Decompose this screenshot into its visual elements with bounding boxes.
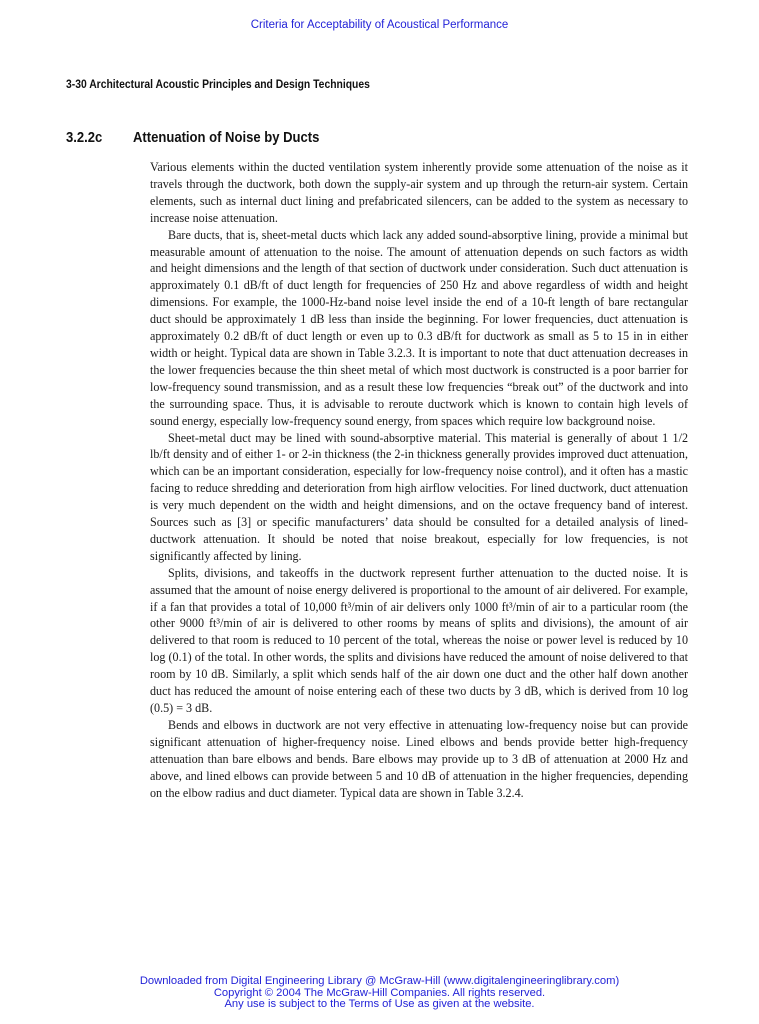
paragraph: Splits, divisions, and takeoffs in the ductwork represent further attenuation to the ducted noise. It is assumed that the amount of noise energy delivered is proportional to the amount of air delivered. For example, if a fan that provides a total of 10,000 ft³/min of air delivers only 1000 ft³/min of air to a particular room (the other 9000 ft³/min of air is delivered to other rooms by means of splits and divisions), the amount of air delivered to that room is reduced to 10 percent of the total, whereas the noise or power level is reduced by 10 log (0.1) of the total. In other words, the splits and divisions have reduced the amount of noise delivered to that room by 10 dB. Similarly, a split which sends half of the air down one duct and the other half down another duct has reduced the amount of noise entering each of these two ducts by 3 dB, which is derived from 10 log (0.5) = 3 dB. bbox=[150, 565, 688, 715]
section-title: Attenuation of Noise by Ducts bbox=[133, 130, 320, 146]
footer-copyright: Copyright © 2004 The McGraw-Hill Companies. All rights reserved. bbox=[213, 986, 546, 999]
paragraph: Bends and elbows in ductwork are not very effective in attenuating low-frequency noise but can provide significant attenuation of higher-frequency noise. Lined elbows and bends provide better high-frequency attenuation than bare elbows and bends. Bare elbows may provide up to 3 dB of attenuation at 2000 Hz and above, and lined elbows can provide between 5 and 10 dB of attenuation in the higher frequencies, depending on the elbow radius and duct diameter. Typical data are shown in Table 3.2.4. bbox=[150, 717, 688, 800]
paragraph: Various elements within the ducted ventilation system inherently provide some attenuation of the noise as it travels through the ductwork, both down the supply-air system and up through the return-air system. Certain elements, such as internal duct lining and prefabricated silencers, can be added to the system as necessary to increase noise attenuation. bbox=[150, 160, 688, 225]
header-link[interactable]: Criteria for Acceptability of Acoustical Performance bbox=[250, 19, 509, 31]
footer-download-link[interactable]: Downloaded from Digital Engineering Library @ McGraw-Hill (www.digitalengineeringlibrary.com) bbox=[139, 975, 620, 987]
paragraph: Bare ducts, that is, sheet-metal ducts which lack any added sound-absorptive lining, provide a minimal but measurable amount of attenuation to the noise. The amount of attenuation depends on such factors as width and height dimensions and the length of that section of ductwork under consideration. Such duct attenuation is approximately 0.1 dB/ft of duct length for frequencies of 250 Hz and above regardless of width and height dimensions. For example, the 1000-Hz-band noise level inside the end of a 10-ft length of bare rectangular duct should be approximately 1 dB less than inside the beginning. For lower frequencies, duct attenuation is approximately 0.2 dB/ft of duct length or even up to 0.3 dB/ft for ductwork as small as 5 to 15 in in either width or height. Typical data are shown in Table 3.2.3. It is important to note that duct attenuation decreases in the lower frequencies because the thin sheet metal of which most ductwork is constructed is a poor barrier for low-frequency sound transmission, and as a result these low frequencies “break out” of the ductwork and into the surrounding space. Thus, it is advisable to reroute ductwork which is known to contain high levels of sound energy, especially low-frequency sound energy, from spaces which require low background noise. bbox=[150, 227, 688, 428]
body-text bbox=[150, 159, 688, 801]
section-number: 3.2.2c bbox=[66, 130, 103, 146]
running-head: 3-30 Architectural Acoustic Principles and Design Techniques bbox=[66, 79, 370, 91]
paragraph: Sheet-metal duct may be lined with sound-absorptive material. This material is generally of about 1 1/2 lb/ft density and of either 1- or 2-in thickness (the 2-in thickness generally provides improved duct attenuation, which can be an important consideration, especially for low-frequency noise control), and it often has a mastic facing to reduce shredding and deterioration from high airflow velocities. For lined ductwork, duct attenuation is very much dependent on the width and height dimensions, and on the octave frequency band of interest. Sources such as [3] or specific manufacturers’ data should be consulted for a detailed analysis of lined-ductwork attenuation. It should be noted that noise breakout, especially for low frequencies, is not significantly affected by lining. bbox=[150, 430, 688, 563]
footer-terms-link[interactable]: Any use is subject to the Terms of Use as given at the website. bbox=[224, 998, 535, 1010]
footer bbox=[0, 976, 759, 1011]
